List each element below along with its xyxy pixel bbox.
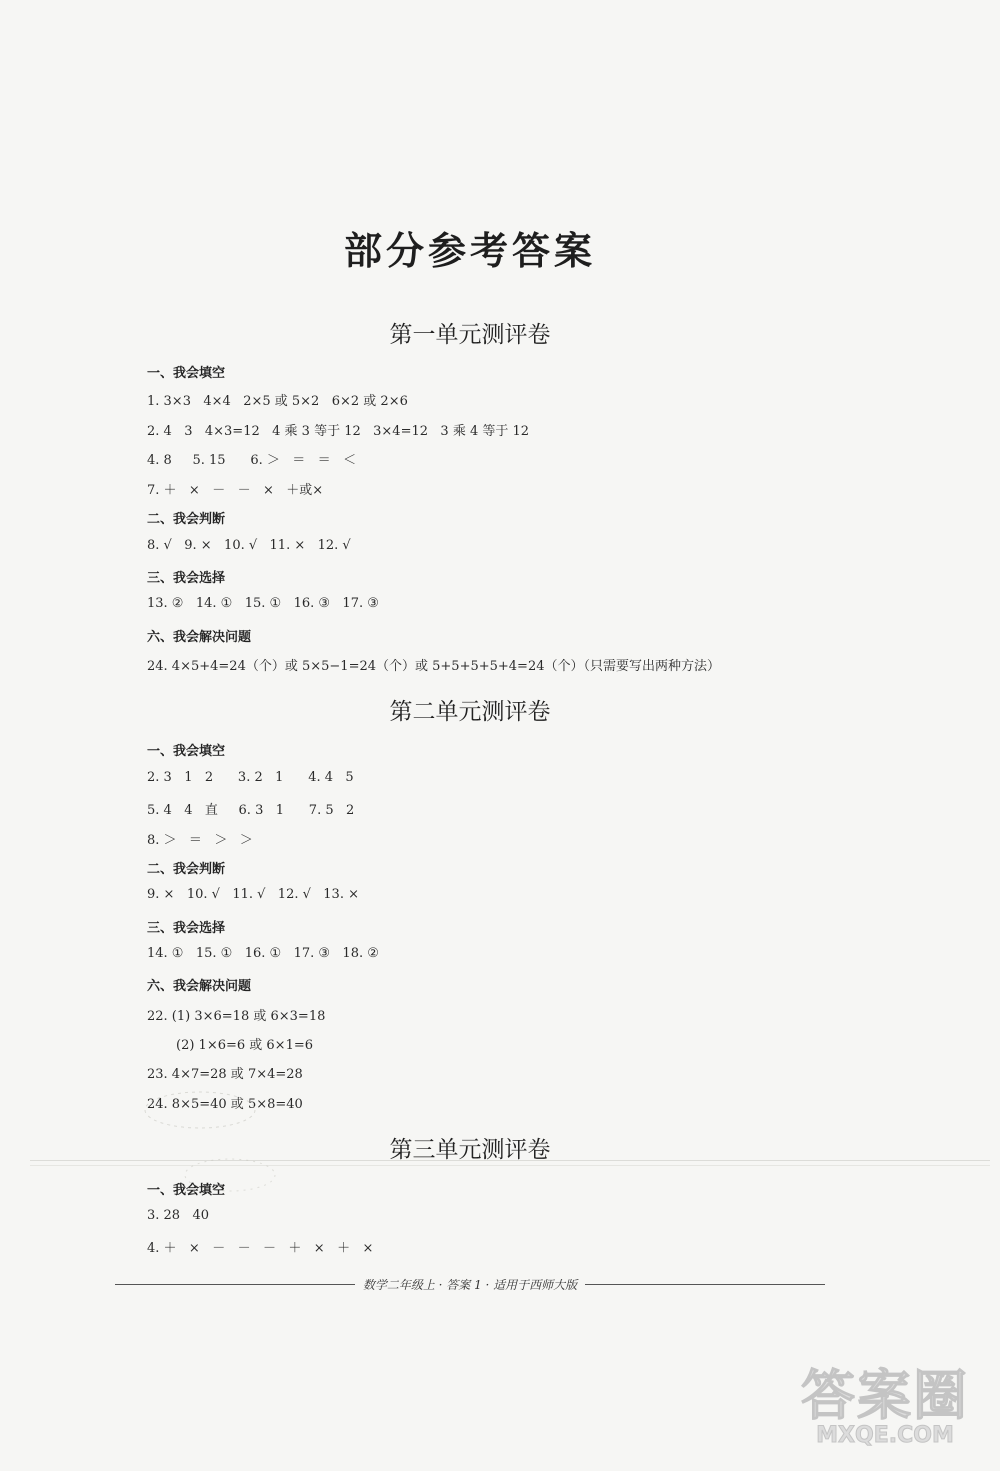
footer-text: 数学二年级上 · 答案 1 · 适用于西师大版: [362, 1278, 578, 1292]
unit-1-answer-line: 4. 8 5. 15 6. ＞ ＝ ＝ ＜: [147, 453, 357, 468]
unit-2-answer-line: 24. 8×5=40 或 5×8=40: [147, 1097, 303, 1112]
unit-1-answer-line: 24. 4×5+4=24（个）或 5×5−1=24（个）或 5+5+5+5+4=24（个）（只需要写出两种方法）: [147, 659, 720, 674]
unit-2-answer-line: 5. 4 4 直 6. 3 1 7. 5 2: [147, 803, 355, 818]
unit-2-answer-line: 9. × 10. √ 11. √ 12. √ 13. ×: [147, 887, 359, 902]
unit-3-sec-fill-heading: 一、我会填空: [147, 1183, 226, 1198]
footer-rule-left: [115, 1284, 355, 1285]
unit-2-title: 第二单元测评卷: [389, 699, 551, 725]
unit-2-answer-line: (2) 1×6=6 或 6×1=6: [176, 1038, 314, 1053]
page-footer: [115, 1276, 825, 1293]
unit-2-sec-judge-heading: 二、我会判断: [147, 862, 226, 877]
unit-2-sec-fill-heading: 一、我会填空: [147, 744, 226, 759]
watermark-url: MXQE.COM: [816, 1423, 954, 1448]
unit-1-answer-line: 1. 3×3 4×4 2×5 或 5×2 6×2 或 2×6: [147, 394, 408, 409]
unit-2-answer-line: 23. 4×7=28 或 7×4=28: [147, 1067, 303, 1082]
unit-2-answer-line: 14. ① 15. ① 16. ① 17. ③ 18. ②: [147, 946, 379, 961]
unit-3-title: 第三单元测评卷: [389, 1137, 551, 1163]
unit-3-answer-line: 3. 28 40: [147, 1208, 210, 1223]
unit-2-answer-line: 8. ＞ ＝ ＞ ＞: [147, 833, 253, 848]
unit-2-sec-solve-heading: 六、我会解决问题: [147, 979, 252, 994]
unit-1-answer-line: 2. 4 3 4×3=12 4 乘 3 等于 12 3×4=12 3 乘 4 等于 12: [147, 424, 530, 439]
page-title: 部分参考答案: [343, 228, 596, 273]
watermark-logo-text: 答案圈: [801, 1364, 969, 1427]
watermark: [795, 1353, 975, 1453]
unit-1-sec-judge-heading: 二、我会判断: [147, 512, 226, 527]
unit-1-sec-solve-heading: 六、我会解决问题: [147, 630, 252, 645]
unit-1-sec-fill-heading: 一、我会填空: [147, 366, 226, 381]
unit-3-answer-line: 4. ＋ × － － － ＋ × ＋ ×: [147, 1241, 374, 1256]
unit-1-answer-line: 7. ＋ × － － × ＋或×: [147, 483, 324, 498]
unit-1-title: 第一单元测评卷: [389, 322, 551, 348]
unit-2-answer-line: 2. 3 1 2 3. 2 1 4. 4 5: [147, 770, 354, 785]
unit-1-answer-line: 8. √ 9. × 10. √ 11. × 12. √: [147, 538, 351, 553]
unit-1-answer-line: 13. ② 14. ① 15. ① 16. ③ 17. ③: [147, 596, 379, 611]
footer-rule-right: [585, 1284, 825, 1285]
unit-2-answer-line: 22. (1) 3×6=18 或 6×3=18: [147, 1009, 326, 1024]
unit-1-sec-choose-heading: 三、我会选择: [147, 571, 226, 586]
unit-2-sec-choose-heading: 三、我会选择: [147, 921, 226, 936]
